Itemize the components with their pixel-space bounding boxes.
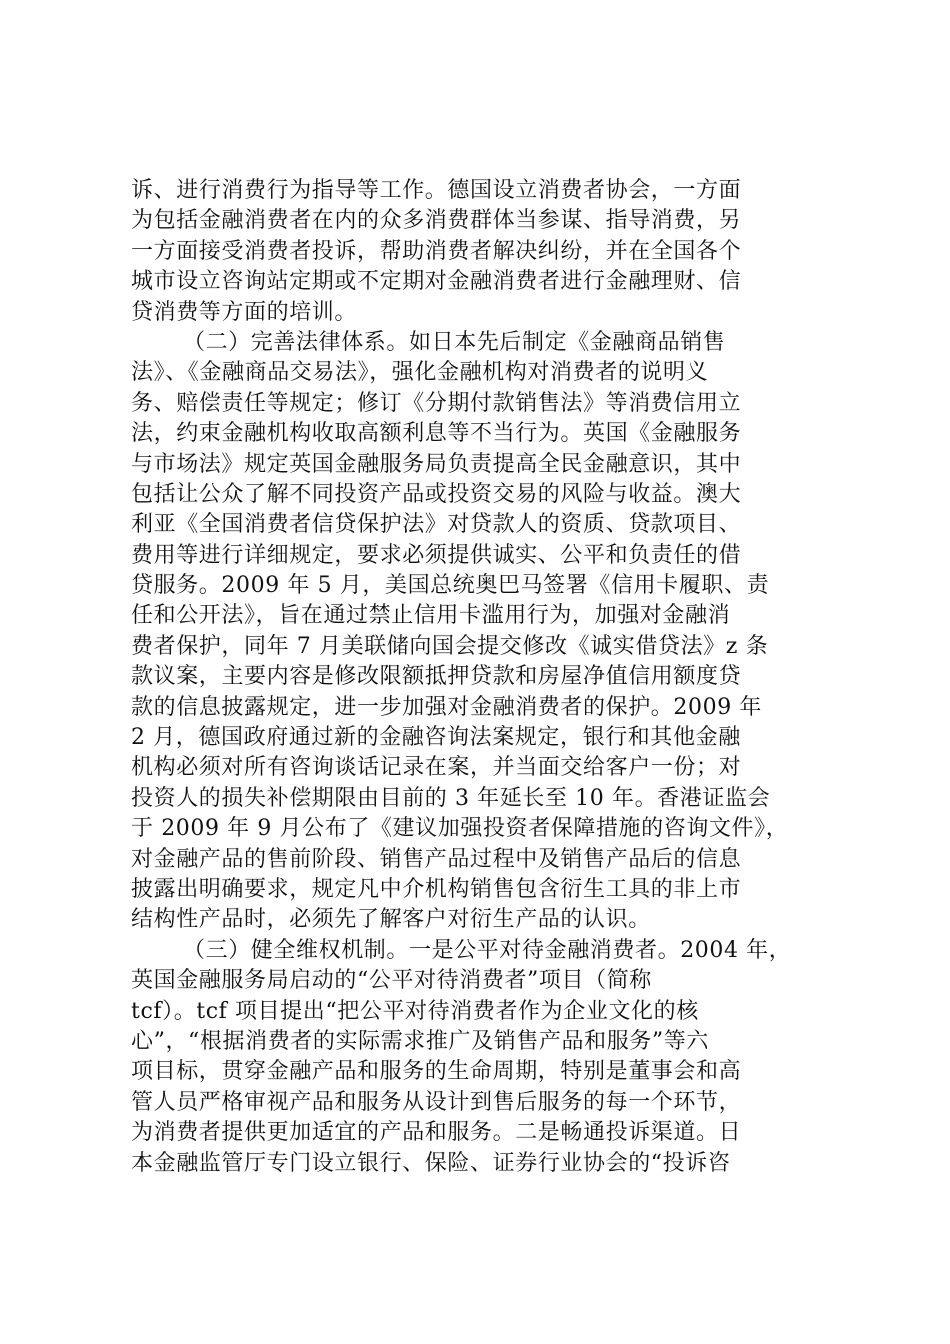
text-line: 费者保护，同年 7 月美联储向国会提交修改《诚实借贷法》z 条 (131, 633, 769, 659)
text-line: 利亚《全国消费者信贷保护法》对贷款人的资质、贷款项目、 (131, 512, 742, 538)
text-line: 一方面接受消费者投诉，帮助消费者解决纠纷，并在全国各个 (131, 238, 742, 264)
text-line: 于 2009 年 9 月公布了《建议加强投资者保障措施的咨询文件》， (131, 816, 789, 842)
text-line: 结构性产品时，必须先了解客户对衍生产品的认识。 (131, 907, 651, 933)
text-line: 法》、《金融商品交易法》，强化金融机构对消费者的说明义 (131, 360, 709, 386)
text-line: 本金融监管厅专门设立银行、保险、证券行业协会的“投诉咨 (131, 1150, 731, 1176)
text-line: 法，约束金融机构收取高额利息等不当行为。英国《金融服务 (131, 421, 742, 447)
text-line: 任和公开法》，旨在通过禁止信用卡滥用行为，加强对金融消 (131, 603, 731, 629)
text-line: tcf）。tcf 项目提出“把公平对待消费者作为企业文化的核 (131, 998, 699, 1024)
section-heading-line: （三）健全维权机制。一是公平对待金融消费者。2004 年， (183, 937, 792, 963)
section-heading-line: （二）完善法律体系。如日本先后制定《金融商品销售 (183, 329, 726, 355)
text-line: 机构必须对所有咨询谈话记录在案，并当面交给客户一份；对 (131, 755, 742, 781)
text-line: 披露出明确要求，规定凡中介机构销售包含衍生工具的非上市 (131, 876, 742, 902)
text-line: 英国金融服务局启动的“公平对待消费者”项目（简称 (131, 968, 652, 994)
text-line: 务、赔偿责任等规定；修订《分期付款销售法》等消费信用立 (131, 390, 742, 416)
text-line: 对金融产品的售前阶段、销售产品过程中及销售产品后的信息 (131, 846, 742, 872)
text-line: 2 月，德国政府通过新的金融咨询法案规定，银行和其他金融 (131, 725, 741, 751)
text-line: 款的信息披露规定，进一步加强对金融消费者的保护。2009 年 (131, 694, 762, 720)
body-text (131, 176, 831, 1179)
text-line: 款议案，主要内容是修改限额抵押贷款和房屋净值信用额度贷 (131, 664, 742, 690)
text-line: 项目标，贯穿金融产品和服务的生命周期，特别是董事会和高 (131, 1059, 742, 1085)
text-line: 包括让公众了解不同投资产品或投资交易的风险与收益。澳大 (131, 481, 742, 507)
text-line: 心”，“根据消费者的实际需求推广及销售产品和服务”等六 (131, 1028, 709, 1054)
text-line: 诉、进行消费行为指导等工作。德国设立消费者协会，一方面 (131, 178, 742, 203)
text-line: 贷服务。2009 年 5 月，美国总统奥巴马签署《信用卡履职、责 (131, 573, 770, 599)
text-line: 与市场法》规定英国金融服务局负责提高全民金融意识，其中 (131, 451, 742, 477)
text-line: 为消费者提供更加适宜的产品和服务。二是畅通投诉渠道。日 (131, 1120, 742, 1146)
text-line: 管人员严格审视产品和服务从设计到售后服务的每一个环节， (131, 1089, 742, 1115)
text-line: 贷消费等方面的培训。 (131, 299, 358, 325)
text-line: 费用等进行详细规定，要求必须提供诚实、公平和负责任的借 (131, 542, 742, 568)
text-line: 投资人的损失补偿期限由目前的 3 年延长至 10 年。香港证监会 (131, 785, 771, 811)
text-line: 城市设立咨询站定期或不定期对金融消费者进行金融理财、信 (131, 269, 742, 295)
text-line: 为包括金融消费者在内的众多消费群体当参谋、指导消费，另 (131, 208, 742, 234)
